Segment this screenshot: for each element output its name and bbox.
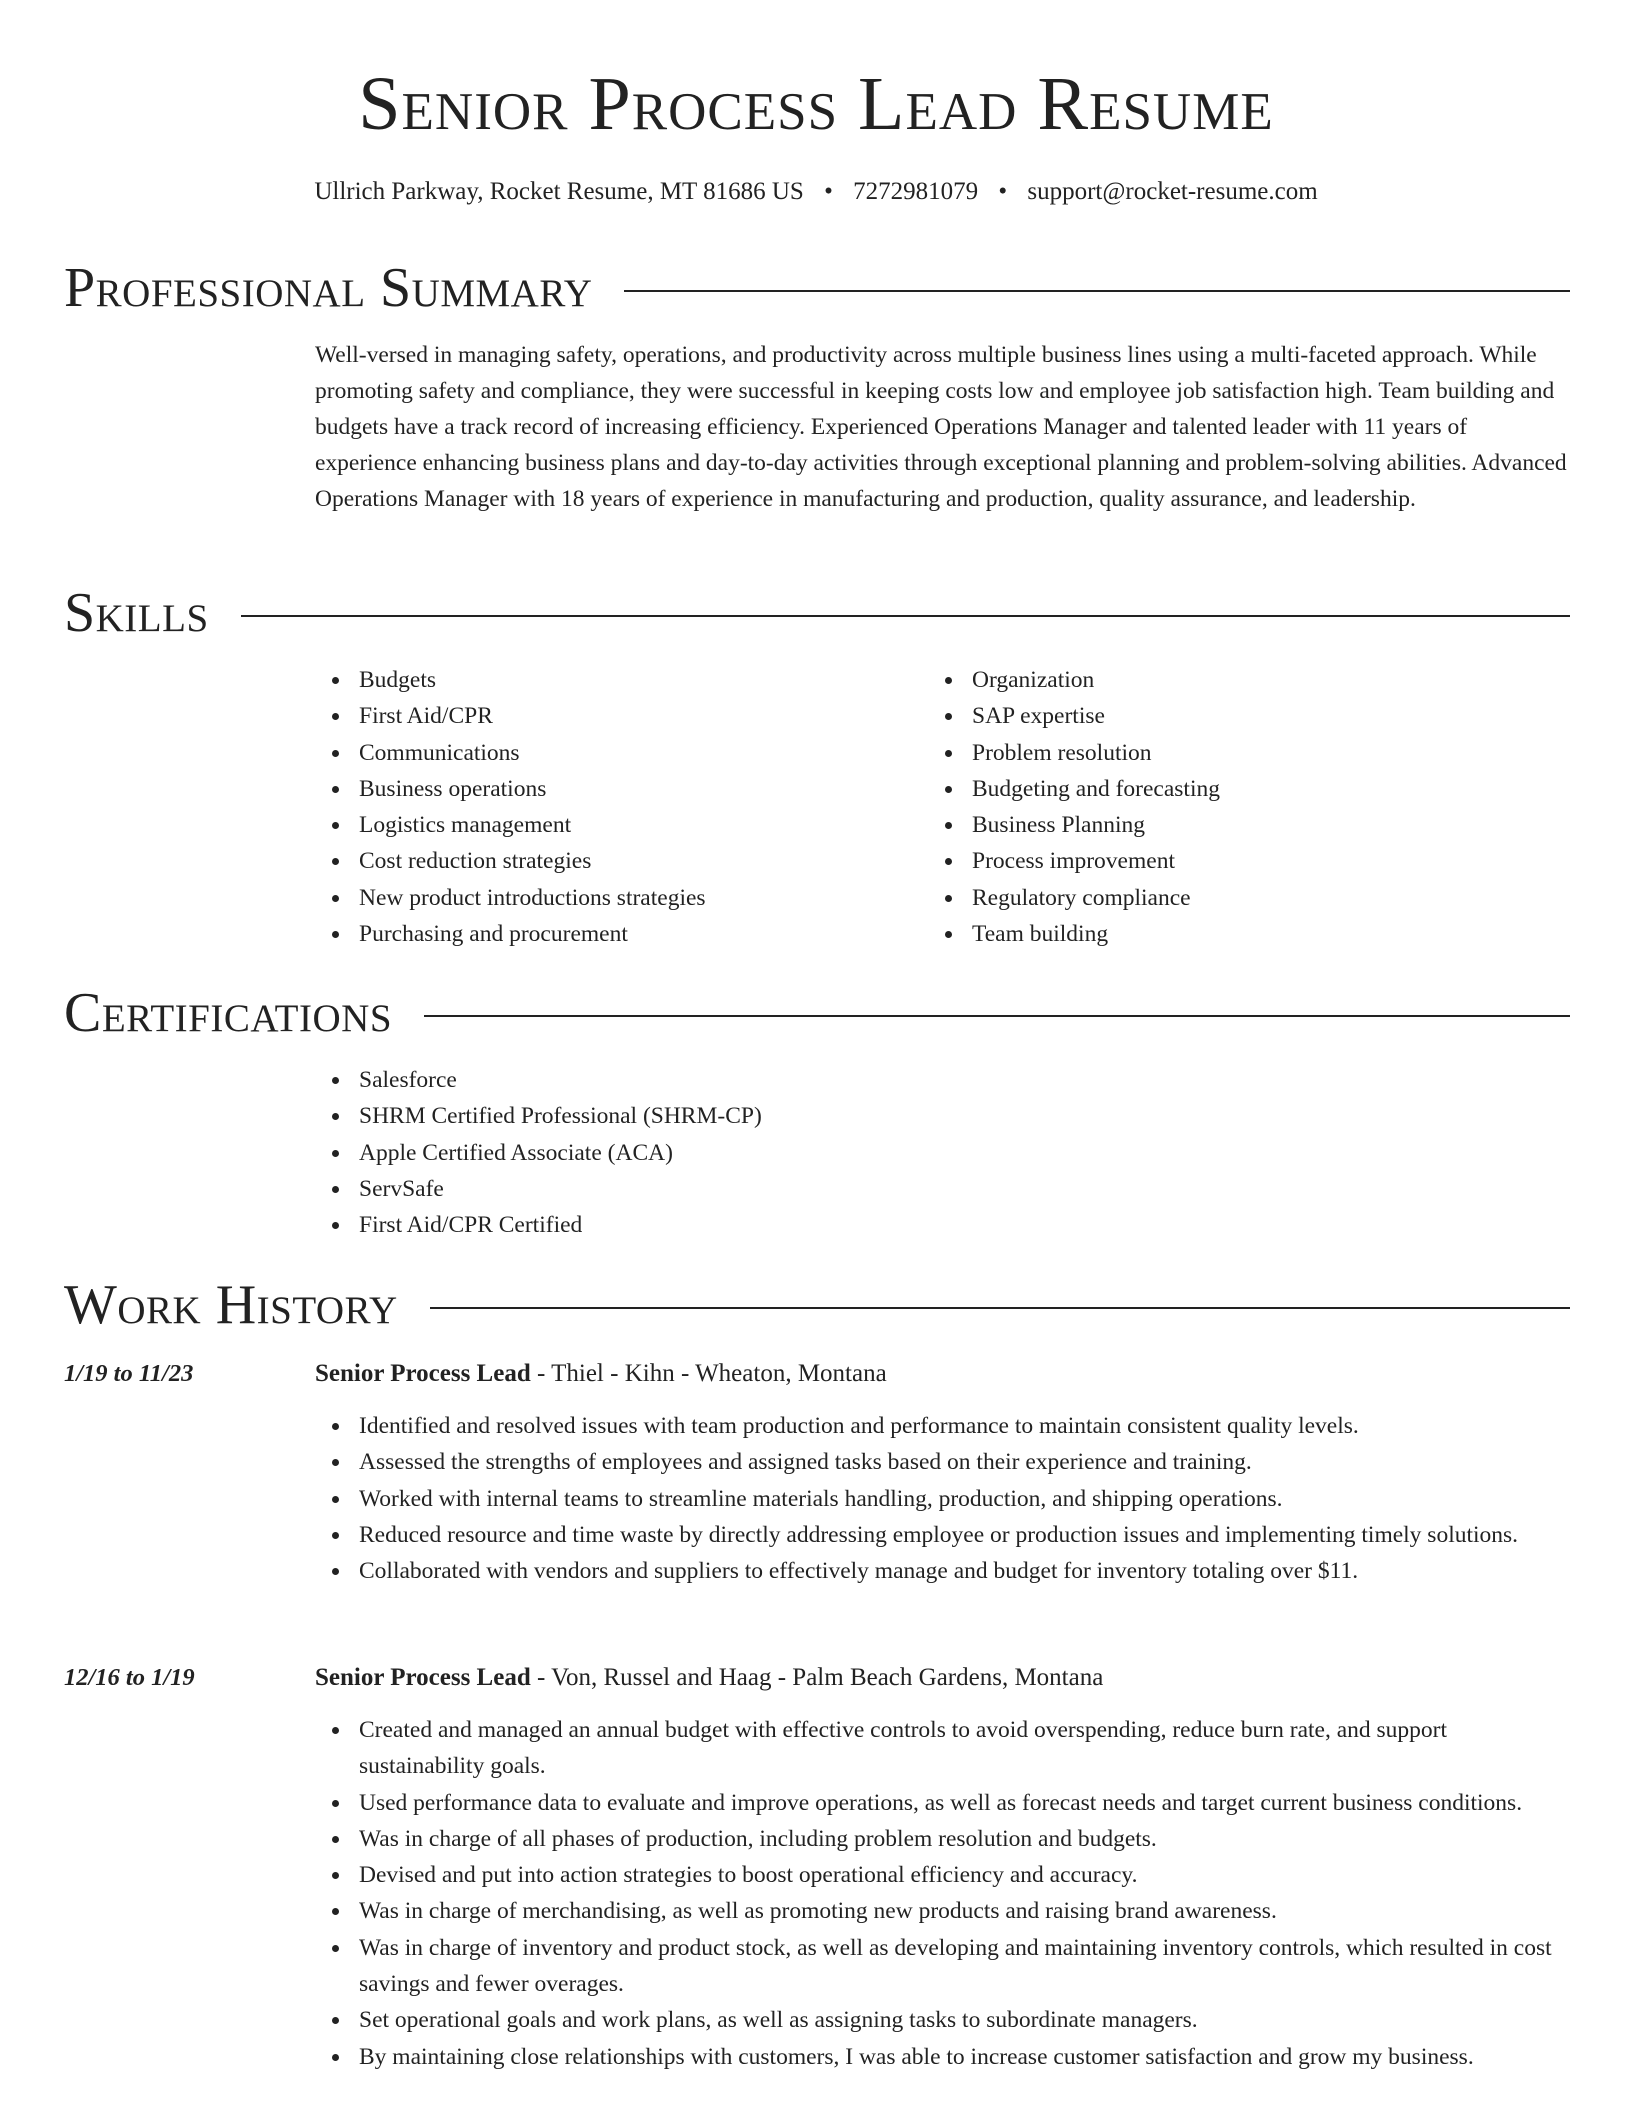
job-bullet: Created and managed an annual budget with effective controls to avoid overspending, reduce burn rate, and support sustainability goals. [359,1712,1570,1785]
job-bullet: Assessed the strengths of employees and assigned tasks based on their experience and training. [359,1444,1570,1480]
certification-item: Apple Certified Associate (ACA) [359,1135,1565,1171]
certifications-block [315,1062,1565,1243]
certification-item: Salesforce [359,1062,1565,1098]
resume-title: Senior Process Lead Resume [358,62,1274,146]
skill-item: Communications [359,735,915,771]
skill-item: First Aid/CPR [359,698,915,734]
job-bullet: Used performance data to evaluate and improve operations, as well as forecast needs and target current business conditions. [359,1785,1570,1821]
job-bullets [315,1712,1570,2075]
job-bullet: Was in charge of inventory and product stock, as well as developing and maintaining inventory controls, which resulted in cost savings and fewer overages. [359,1930,1570,2003]
skill-item: Organization [972,662,1528,698]
job-title: Senior Process Lead [315,1664,531,1691]
summary-section-header [64,254,1570,322]
section-divider [430,1307,1570,1309]
skill-item: Business operations [359,771,915,807]
skill-item: Process improvement [972,843,1528,879]
job-bullet: Identified and resolved issues with team production and performance to maintain consistent quality levels. [359,1408,1570,1444]
job-title: Senior Process Lead [315,1360,531,1387]
job-bullets [315,1408,1570,1589]
skills-column-right [928,662,1528,952]
job-bullet: Worked with internal teams to streamline materials handling, production, and shipping operations. [359,1481,1570,1517]
work-history-heading: Work History [64,1274,398,1336]
section-divider [241,615,1570,617]
skill-item: Budgets [359,662,915,698]
skills-list-right [928,662,1528,952]
summary-heading: Professional Summary [64,257,593,319]
contact-address: Ullrich Parkway, Rocket Resume, MT 81686 US [314,178,804,205]
skills-list-left [315,662,915,952]
contact-separator: • [824,178,833,205]
skill-item: Regulatory compliance [972,880,1528,916]
summary-text: Well-versed in managing safety, operations, and productivity across multiple business lines using a multi-faceted approach. While promoting safety and compliance, they were successful in keeping costs low and employee job satisfaction high. Team building and budgets have a track record of increasing efficiency. Experienced Operations Manager and talented leader with 11 years of experience enhancing business plans and day-to-day activities through exceptional planning and problem-solving abilities. Advanced Operations Manager with 18 years of experience in manufacturing and production, quality assurance, and leadership. [315,342,1567,512]
skill-item: Logistics management [359,807,915,843]
contact-email: support@rocket-resume.com [1027,178,1318,205]
job-bullet: Devised and put into action strategies to boost operational efficiency and accuracy. [359,1857,1570,1893]
job-bullet: Collaborated with vendors and suppliers to effectively manage and budget for inventory totaling over $11. [359,1553,1570,1589]
job-dates: 12/16 to 1/19 [64,1664,195,1691]
skills-column-left [315,662,915,952]
contact-line [0,174,1632,210]
certifications-section-header [64,979,1570,1047]
section-divider [624,290,1570,292]
certification-item: SHRM Certified Professional (SHRM-CP) [359,1098,1565,1134]
job-employer: - Thiel - Kihn - Wheaton, Montana [530,1360,887,1387]
job-bullet: Was in charge of all phases of production, including problem resolution and budgets. [359,1821,1570,1857]
job-bullet: Set operational goals and work plans, as well as assigning tasks to subordinate managers. [359,2002,1570,2038]
job-title-line [315,1356,1570,1392]
skill-item: Cost reduction strategies [359,843,915,879]
certification-item: ServSafe [359,1171,1565,1207]
job-bullet: Reduced resource and time waste by directly addressing employee or production issues and implementing timely solutions. [359,1517,1570,1553]
certifications-heading: Certifications [64,982,393,1044]
skill-item: Business Planning [972,807,1528,843]
job-dates: 1/19 to 11/23 [64,1360,194,1387]
certification-item: First Aid/CPR Certified [359,1207,1565,1243]
skills-section-header [64,579,1570,647]
skill-item: Team building [972,916,1528,952]
skill-item: Budgeting and forecasting [972,771,1528,807]
skill-item: New product introductions strategies [359,880,915,916]
job-employer: - Von, Russel and Haag - Palm Beach Gardens, Montana [530,1664,1104,1691]
skill-item: SAP expertise [972,698,1528,734]
skill-item: Purchasing and procurement [359,916,915,952]
section-divider [424,1015,1570,1017]
certifications-list [315,1062,1565,1243]
job-bullet: Was in charge of merchandising, as well as promoting new products and raising brand awareness. [359,1893,1570,1929]
job-bullet-list [315,1408,1570,1589]
contact-separator: • [998,178,1008,205]
job-bullet-list [315,1712,1570,2075]
work-history-section-header [64,1271,1570,1339]
skills-heading: Skills [64,582,209,644]
skill-item: Problem resolution [972,735,1528,771]
job-bullet: By maintaining close relationships with customers, I was able to increase customer satisfaction and grow my business. [359,2039,1570,2075]
job-title-line [315,1660,1570,1696]
contact-phone: 7272981079 [853,178,979,205]
